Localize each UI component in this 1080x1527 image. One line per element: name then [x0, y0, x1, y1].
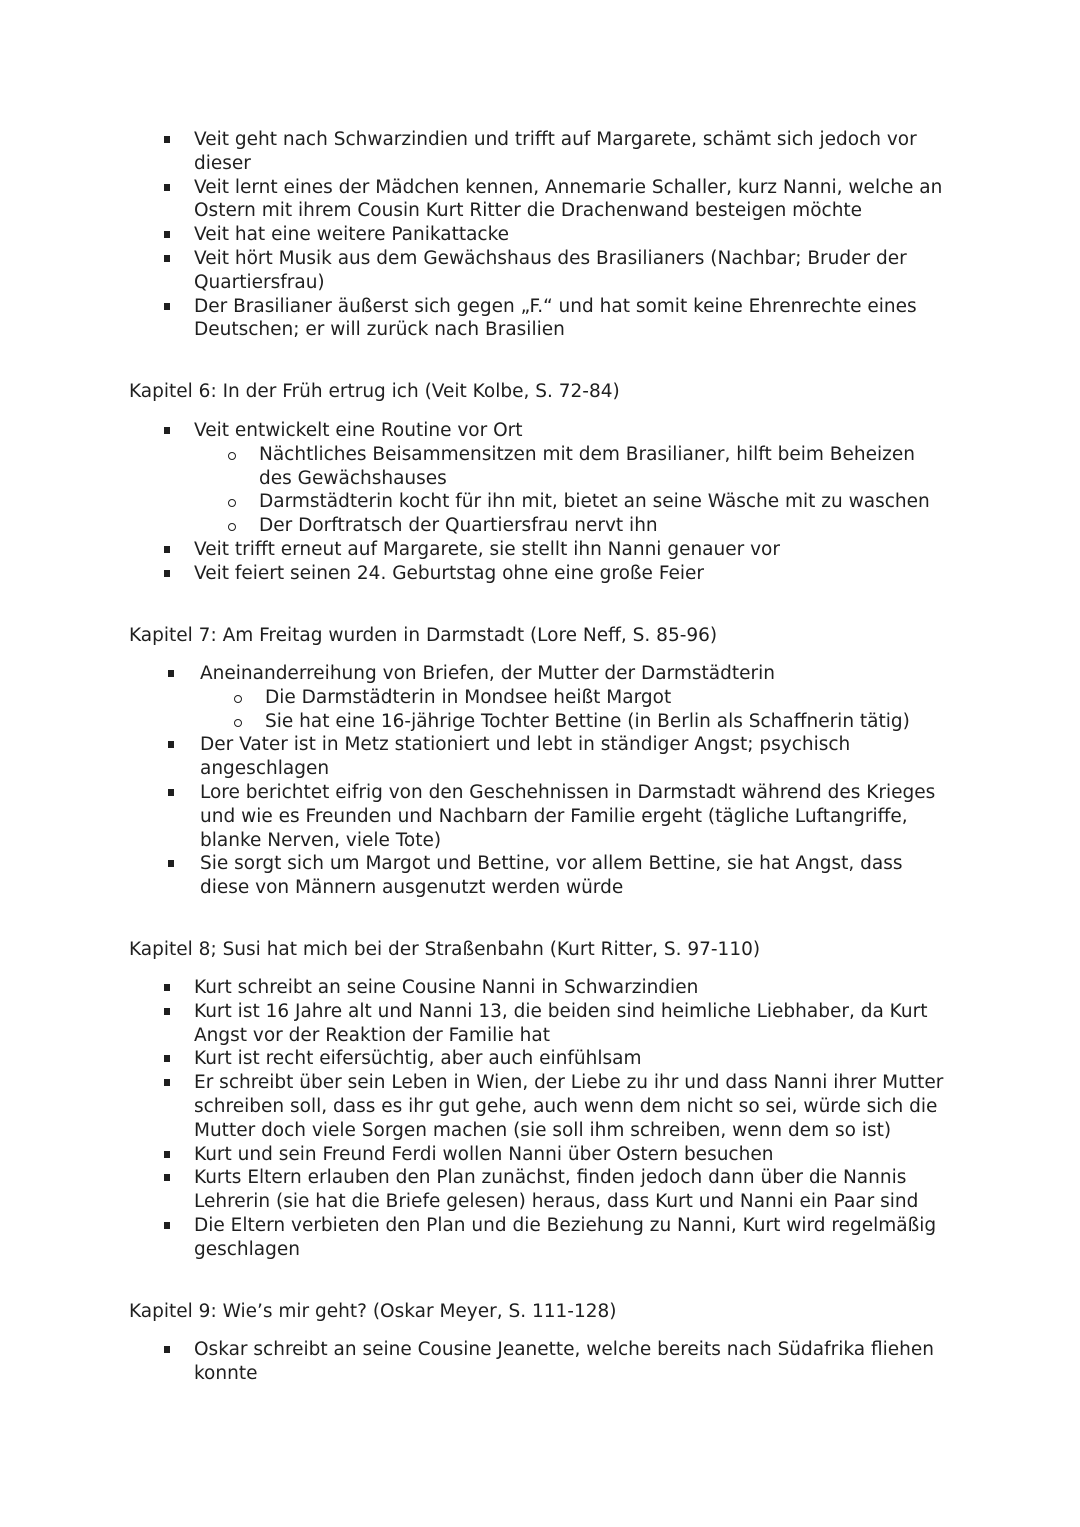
chapter-7-bullet-list: [0, 662, 1080, 900]
square-bullet-icon: [164, 570, 170, 577]
sub-list-item: [200, 686, 950, 710]
list-item-text: Veit hört Musik aus dem Gewächshaus des Brasilianers (Nachbar; Bruder der Quartiersfrau): [194, 247, 907, 293]
list-item: [0, 176, 1080, 224]
square-bullet-icon: [164, 255, 170, 262]
square-bullet-icon: [168, 789, 174, 796]
list-item-text: Kurts Eltern erlauben den Plan zunächst, finden jedoch dann über die Nannis Lehrerin (sie hat die Briefe gelesen) heraus, dass Kurt und Nanni ein Paar sind: [194, 1167, 919, 1213]
intro-bullet-list: [0, 128, 1080, 342]
square-bullet-icon: [164, 1346, 170, 1353]
list-item: [0, 662, 1080, 733]
list-item: [0, 295, 1080, 343]
list-item-text: Der Brasilianer äußerst sich gegen „F.“ und hat somit keine Ehrenrechte eines Deutschen; er will zurück nach Brasilien: [194, 295, 917, 341]
square-bullet-icon: [168, 741, 174, 748]
chapter-6-heading: Kapitel 6: In der Früh ertrug ich (Veit Kolbe, S. 72-84): [129, 381, 620, 402]
square-bullet-icon: [164, 546, 170, 553]
square-bullet-icon: [168, 670, 174, 677]
square-bullet-icon: [168, 860, 174, 867]
chapter-6-bullet-list: [0, 419, 1080, 586]
list-item: [0, 1166, 1080, 1214]
sub-list-item-text: Nächtliches Beisammensitzen mit dem Brasilianer, hilft beim Beheizen des Gewächshauses: [259, 443, 915, 489]
list-item-text: Er schreibt über sein Leben in Wien, der Liebe zu ihr und dass Nanni ihrer Mutter schreiben soll, dass es ihr gut gehe, auch wenn dem nicht so sei, würde sich die Mutter doch viele Sorgen machen (sie soll ihm schreiben, wenn dem so ist): [194, 1072, 944, 1141]
square-bullet-icon: [164, 136, 170, 143]
chapter-7-heading: Kapitel 7: Am Freitag wurden in Darmstadt (Lore Neff, S. 85-96): [129, 625, 718, 646]
list-item-text: Veit entwickelt eine Routine vor Ort: [194, 420, 523, 441]
square-bullet-icon: [164, 231, 170, 238]
sub-list-item: [194, 514, 950, 538]
square-bullet-icon: [164, 1151, 170, 1158]
list-item: [0, 538, 1080, 562]
square-bullet-icon: [164, 1222, 170, 1229]
chapter-9-heading: Kapitel 9: Wie’s mir geht? (Oskar Meyer, S. 111-128): [129, 1301, 617, 1322]
square-bullet-icon: [164, 1055, 170, 1062]
list-item-text: Veit trifft erneut auf Margarete, sie stellt ihn Nanni genauer vor: [194, 538, 780, 560]
list-item-text: Oskar schreibt an seine Cousine Jeanette, welche bereits nach Südafrika fliehen konnte: [194, 1339, 934, 1384]
list-item: [0, 247, 1080, 295]
list-item-text: Kurt ist 16 Jahre alt und Nanni 13, die beiden sind heimliche Liebhaber, da Kurt Angst vor der Reaktion der Familie hat: [194, 1000, 928, 1046]
list-item-text: Lore berichtet eifrig von den Geschehnissen in Darmstadt während des Krieges und wie es Freunden und Nachbarn der Familie ergeht (tägliche Luftangriffe, blanke Nerven, viele Tote): [200, 781, 936, 851]
list-item-text: Kurt und sein Freund Ferdi wollen Nanni über Ostern besuchen: [194, 1143, 774, 1165]
list-item-text: Die Eltern verbieten den Plan und die Beziehung zu Nanni, Kurt wird regelmäßig geschlagen: [194, 1214, 937, 1260]
list-item: [0, 1214, 1080, 1262]
chapter-9-bullet-list: [0, 1338, 1080, 1386]
list-item-text: Veit hat eine weitere Panikattacke: [194, 224, 510, 246]
list-item-text: Veit lernt eines der Mädchen kennen, Annemarie Schaller, kurz Nanni, welche an Ostern mit ihrem Cousin Kurt Ritter die Drachenwand besteigen möchte: [194, 176, 943, 222]
chapter-8-heading: Kapitel 8; Susi hat mich bei der Straßenbahn (Kurt Ritter, S. 97-110): [129, 939, 761, 960]
square-bullet-icon: [164, 184, 170, 191]
circle-bullet-icon: [234, 695, 242, 703]
sub-list-item: [194, 490, 950, 514]
sub-list-item-text: Die Darmstädterin in Mondsee heißt Margot: [265, 686, 672, 708]
circle-bullet-icon: [234, 719, 242, 727]
list-item: [0, 562, 1080, 586]
sub-list-item: [194, 443, 950, 491]
list-item-text: Veit geht nach Schwarzindien und trifft auf Margarete, schämt sich jedoch vor dieser: [194, 129, 917, 174]
list-item: [0, 1071, 1080, 1142]
circle-bullet-icon: [228, 523, 236, 531]
list-item-text: Veit feiert seinen 24. Geburtstag ohne eine große Feier: [194, 562, 704, 584]
list-item: [0, 1047, 1080, 1071]
list-item-text: Kurt schreibt an seine Cousine Nanni in Schwarzindien: [194, 977, 699, 998]
list-item-text: Der Vater ist in Metz stationiert und lebt in ständiger Angst; psychisch angeschlagen: [200, 734, 851, 780]
list-item: [0, 852, 1080, 900]
square-bullet-icon: [164, 1174, 170, 1181]
chapter-6-sub-list: [194, 443, 950, 538]
list-item-text: Sie sorgt sich um Margot und Bettine, vor allem Bettine, sie hat Angst, dass diese von Männern ausgenutzt werden würde: [200, 853, 903, 899]
list-item: [0, 419, 1080, 538]
square-bullet-icon: [164, 303, 170, 310]
circle-bullet-icon: [228, 452, 236, 460]
sub-list-item: [200, 710, 950, 734]
circle-bullet-icon: [228, 499, 236, 507]
square-bullet-icon: [164, 984, 170, 991]
list-item: [0, 128, 1080, 176]
sub-list-item-text: Sie hat eine 16-jährige Tochter Bettine (in Berlin als Schaffnerin tätig): [265, 710, 910, 732]
list-item: [0, 733, 1080, 781]
list-item: [0, 1143, 1080, 1167]
list-item: [0, 976, 1080, 1000]
chapter-8-bullet-list: [0, 976, 1080, 1262]
sub-list-item-text: Darmstädterin kocht für ihn mit, bietet an seine Wäsche mit zu waschen: [259, 491, 930, 513]
square-bullet-icon: [164, 1008, 170, 1015]
list-item-text: Kurt ist recht eifersüchtig, aber auch einfühlsam: [194, 1048, 642, 1070]
chapter-7-sub-list: [200, 686, 950, 734]
list-item: [0, 223, 1080, 247]
square-bullet-icon: [164, 1079, 170, 1086]
sub-list-item-text: Der Dorftratsch der Quartiersfrau nervt ihn: [259, 515, 658, 537]
list-item: [0, 1000, 1080, 1048]
square-bullet-icon: [164, 427, 170, 434]
list-item-text: Aneinanderreihung von Briefen, der Mutter der Darmstädterin: [200, 663, 775, 684]
list-item: [0, 781, 1080, 852]
list-item: [0, 1338, 1080, 1386]
